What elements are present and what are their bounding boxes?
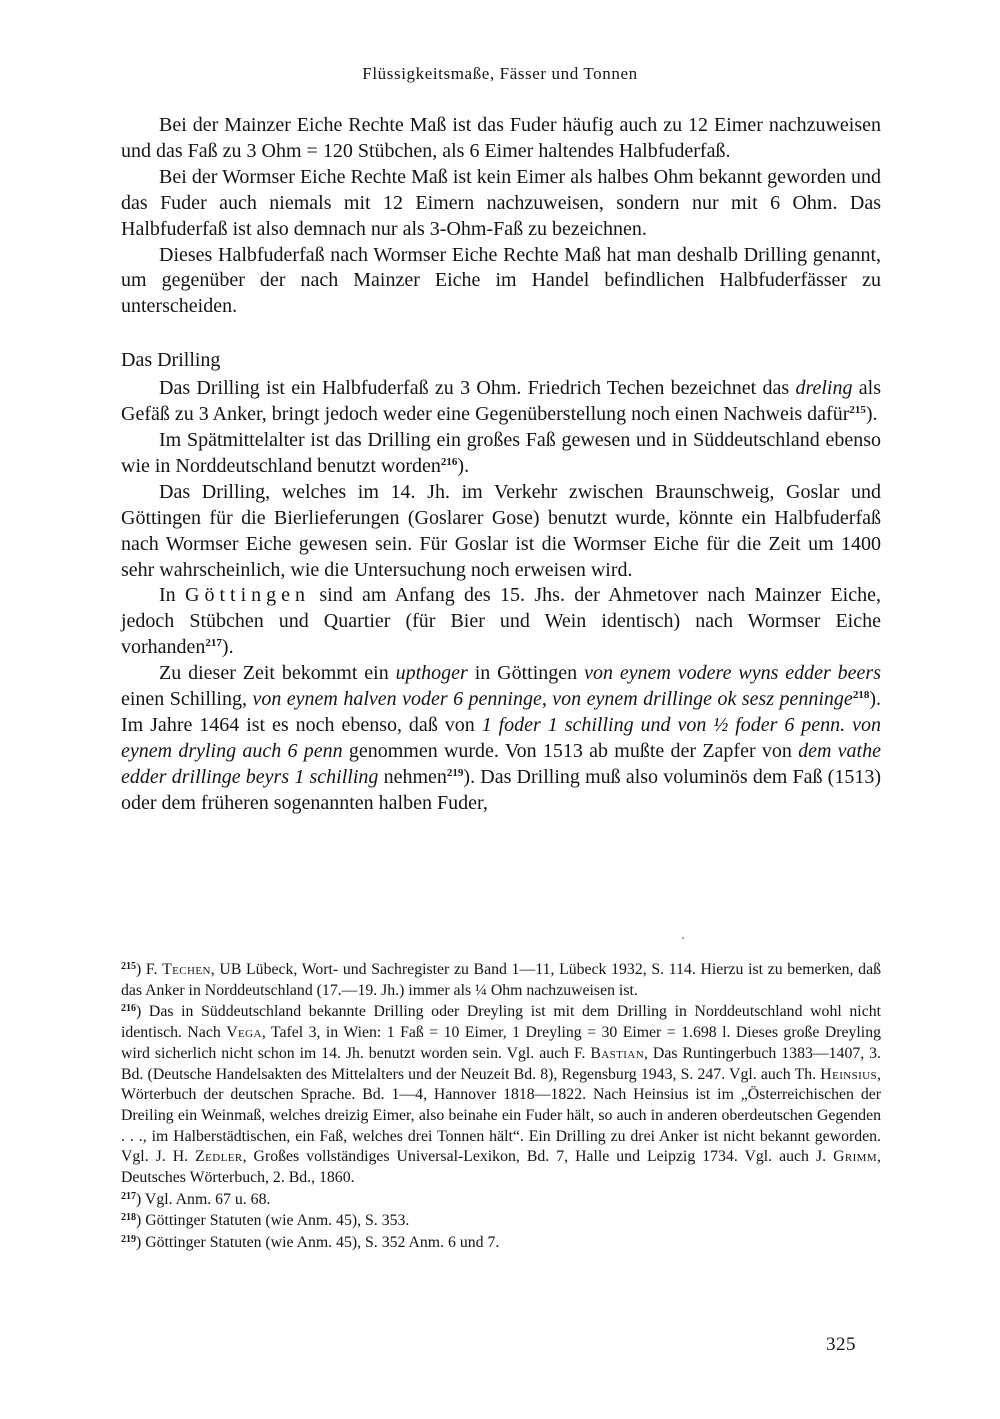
footnotes	[121, 960, 881, 1254]
footnote-ref: 219	[446, 766, 464, 779]
stray-mark	[682, 937, 684, 939]
paragraph: Zu dieser Zeit bekommt ein upthoger in Göttingen von eynem vodere wyns edder beers einen Schilling, von eynem halven voder 6 penninge, von eynem drillinge ok sesz penninge$^{218}$). Im Jahre 1464 ist es noch ebenso, daß von 1 foder 1 schilling und von ½ foder 6 penn. von eynem dryling auch 6 penn genommen wurde. Von 1513 ab mußte der Zapfer von dem vathe edder drillinge beyrs 1 schilling nehmen$^{219}$). Das Drilling muß also voluminös dem Faß (1513) oder dem früheren sogenannten halben Fuder,	[121, 662, 881, 814]
paragraph: Das Drilling, welches im 14. Jh. im Verkehr zwischen Braunschweig, Goslar und Göttingen für die Bierlieferungen (Goslarer Gose) benutzt wurde, könnte ein Halbfuderfaß nach Wormser Eiche gewesen sein. Für Goslar ist die Wormser Eiche für die Zeit um 1400 sehr wahrscheinlich, wie die Untersuchung noch erweisen wird.	[121, 480, 881, 581]
footnote-219: $^{219}$) Göttinger Statuten (wie Anm. 45), S. 352 Anm. 6 und 7.	[121, 1234, 500, 1252]
footnote-ref: 216	[440, 455, 458, 468]
page-number: 325	[826, 1334, 856, 1355]
paragraph: Dieses Halbfuderfaß nach Wormser Eiche Rechte Maß hat man deshalb Drilling genannt, um gegenüber der nach Mainzer Eiche im Handel befindlichen Halbfuderfässer zu unterscheiden.	[121, 243, 881, 318]
footnote-ref: 215	[849, 404, 866, 417]
main-text	[121, 113, 881, 817]
footnote-ref: 218	[852, 689, 870, 702]
spaced-word: Göttingen	[185, 584, 311, 607]
footnote-ref: 217	[205, 637, 222, 650]
paragraph: In Göttingen sind am Anfang des 15. Jhs. der Ahmetover nach Mainzer Eiche, jedoch Stübchen und Quartier (für Bier und Wein identisch) nach Wormser Eiche vorhanden$^{217}$).	[121, 584, 881, 659]
footnote-215: $^{215}$) F. Techen, UB Lübeck, Wort- und Sachregister zu Band 1—11, Lübeck 1932, S. 114. Hierzu ist zu bemerken, daß das Anker in Norddeutschland (17.—19. Jh.) immer als ¼ Ohm nachzuweisen ist.	[121, 961, 881, 999]
footnote-217: $^{217}$) Vgl. Anm. 67 u. 68.	[121, 1190, 271, 1208]
section-heading: Das Drilling	[121, 349, 221, 372]
paragraph: Bei der Wormser Eiche Rechte Maß ist kein Eimer als halbes Ohm bekannt geworden und das Fuder auch niemals mit 12 Eimern nachzuweisen, sondern nur mit 6 Ohm. Das Halbfuderfaß ist also demnach nur als 3-Ohm-Faß zu bezeichnen.	[121, 165, 881, 240]
paragraph: Bei der Mainzer Eiche Rechte Maß ist das Fuder häufig auch zu 12 Eimer nachzuweisen und das Faß zu 3 Ohm = 120 Stübchen, als 6 Eimer haltendes Halbfuderfaß.	[121, 114, 881, 162]
footnote-218: $^{218}$) Göttinger Statuten (wie Anm. 45), S. 353.	[121, 1212, 410, 1230]
paragraph: Im Spätmittelalter ist das Drilling ein großes Faß gewesen und in Süddeutschland ebenso wie in Norddeutschland benutzt worden$^{216}$).	[121, 428, 881, 477]
footnote-216: $^{216}$) Das in Süddeutschland bekannte Drilling oder Dreyling ist mit dem Drilling in Norddeutschland wohl nicht identisch. Nach Vega, Tafel 3, in Wien: 1 Faß = 10 Eimer, 1 Dreyling = 30 Eimer = 1.698 l. Dieses große Dreyling wird sicherlich nicht schon im 14. Jh. benutzt worden sein. Vgl. auch F. Bastian, Das Runtingerbuch 1383—1407, 3. Bd. (Deutsche Handelsakten des Mittelalters und der Neuzeit Bd. 8), Regensburg 1943, S. 247. Vgl. auch Th. Heinsius, Wörterbuch der deutschen Sprache. Bd. 1—4, Hannover 1818—1822. Nach Heinsius ist im „Österreichischen der Dreiling ein Weinmaß, welches dreizig Eimer, also beinahe ein Fuder hält, so auch in anderen oberdeutschen Gegenden . . ., im Halberstädtischen, ein Faß, welches drei Tonnen hält“. Ein Drilling zu drei Anker ist nicht bekannt geworden. Vgl. J. H. Zedler, Großes vollständiges Universal-Lexikon, Bd. 7, Halle und Leipzig 1734. Vgl. auch J. Grimm, Deutsches Wörterbuch, 2. Bd., 1860.	[121, 1003, 881, 1187]
running-head: Flüssigkeitsmaße, Fässer und Tonnen	[362, 64, 638, 83]
paragraph: Das Drilling ist ein Halbfuderfaß zu 3 Ohm. Friedrich Techen bezeichnet das dreling als Gefäß zu 3 Anker, bringt jedoch weder eine Gegenüberstellung noch einen Nachweis dafür$^{215}$).	[121, 377, 882, 426]
